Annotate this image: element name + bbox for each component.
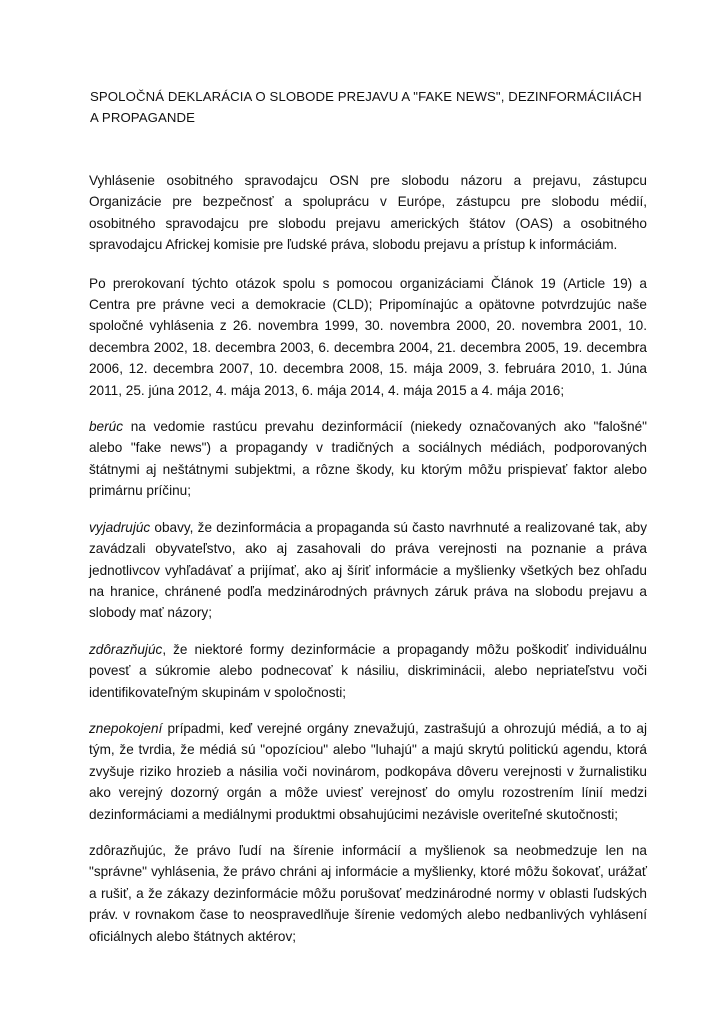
paragraph-lead: znepokojení	[89, 720, 163, 736]
paragraph-beruc	[89, 416, 647, 502]
paragraph-lead: zdôrazňujúc	[89, 641, 163, 657]
paragraph-text: zdôrazňujúc, že právo ľudí na šírenie informácií a myšlienok sa neobmedzuje len na "správne" vyhlásenia, že právo chráni aj informácie a myšlienky, ktoré môžu šokovať, urážať a rušiť, a že zákazy dezinformácie môžu porušovať medzinárodné normy v oblasti ľudských práv. v rovnakom čase to neospravedlňuje šírenie vedomých alebo nedbanlivých vyhlásení oficiálnych alebo štátnych aktérov;	[89, 842, 647, 944]
paragraph-znepokojeni	[89, 718, 647, 825]
paragraph-text: prípadmi, keď verejné orgány znevažujú, zastrašujú a ohrozujú médiá, a to aj tým, že tvrdia, že médiá sú "opozíciou" alebo "luhajú" a majú skrytú politickú agendu, ktorá zvyšuje riziko hrozieb a násilia voči novinárom, podkopáva dôveru verejnosti v žurnalistiku ako verejný dozorný orgán a môže uviesť verejnosť do omylu rozostrením línií medzi dezinformáciami a mediálnymi produktmi obsahujúcimi nezávisle overiteľné skutočnosti;	[89, 720, 647, 822]
paragraph-zdoraznujuc	[89, 639, 647, 703]
paragraph-text: obavy, že dezinformácia a propaganda sú často navrhnuté a realizované tak, aby zavádzali obyvateľstvo, ako aj zasahovali do práva verejnosti na poznanie a práva jednotlivcov vyhľadávať a prijímať, ako aj šíriť informácie a myšlienky všetkých bez ohľadu na hranice, chránené podľa medzinárodných právnych záruk práva na slobodu prejavu a slobody mať názory;	[89, 519, 647, 621]
paragraph-previous-declarations	[89, 273, 647, 401]
paragraph-lead: berúc	[89, 419, 124, 435]
paragraph-lead: vyjadrujúc	[89, 519, 151, 535]
paragraph-vyjadrujuc	[89, 517, 647, 624]
paragraph-text: Po prerokovaní týchto otázok spolu s pomocou organizáciami Článok 19 (Article 19) a Centra pre právne veci a demokracie (CLD); Pripomínajúc a opätovne potvrdzujúc naše spoločné vyhlásenia z 26. novembra 1999, 30. novembra 2000, 20. novembra 2001, 10. decembra 2002, 18. decembra 2003, 6. decembra 2004, 21. decembra 2005, 19. decembra 2006, 12. decembra 2007, 10. decembra 2008, 15. mája 2009, 3. februára 2010, 1. Júna 2011, 25. júna 2012, 4. mája 2013, 6. mája 2014, 4. mája 2015 a 4. mája 2016;	[89, 275, 647, 398]
paragraph-declaration-intro	[89, 170, 647, 256]
paragraph-text: na vedomie rastúcu prevahu dezinformácií (niekedy označovaných ako "falošné" alebo "fake news") a propagandy v tradičných a sociálnych médiách, podporovaných štátnymi aj neštátnymi subjektmi, a rôzne škody, ku ktorým môžu prispievať faktor alebo primárnu príčinu;	[89, 419, 647, 499]
paragraph-pravo-ludi	[89, 840, 647, 947]
document-body	[89, 170, 647, 962]
paragraph-text: , že niektoré formy dezinformácie a propagandy môžu poškodiť individuálnu povesť a súkromie alebo podnecovať k násiliu, diskriminácii, alebo nepriateľstvu voči identifikovateľným skupinám v spoločnosti;	[89, 641, 647, 700]
paragraph-text: Vyhlásenie osobitného spravodajcu OSN pre slobodu názoru a prejavu, zástupcu Organizácie pre bezpečnosť a spoluprácu v Európe, zástupcu pre slobodu médií, osobitného spravodajcu pre slobodu prejavu amerických štátov (OAS) a osobitného spravodajcu Africkej komisie pre ľudské práva, slobodu prejavu a prístup k informáciám.	[89, 173, 647, 253]
document-title: SPOLOČNÁ DEKLARÁCIA O SLOBODE PREJAVU A "FAKE NEWS", DEZINFORMÁCIIÁCH A PROPAGANDE	[90, 89, 642, 125]
